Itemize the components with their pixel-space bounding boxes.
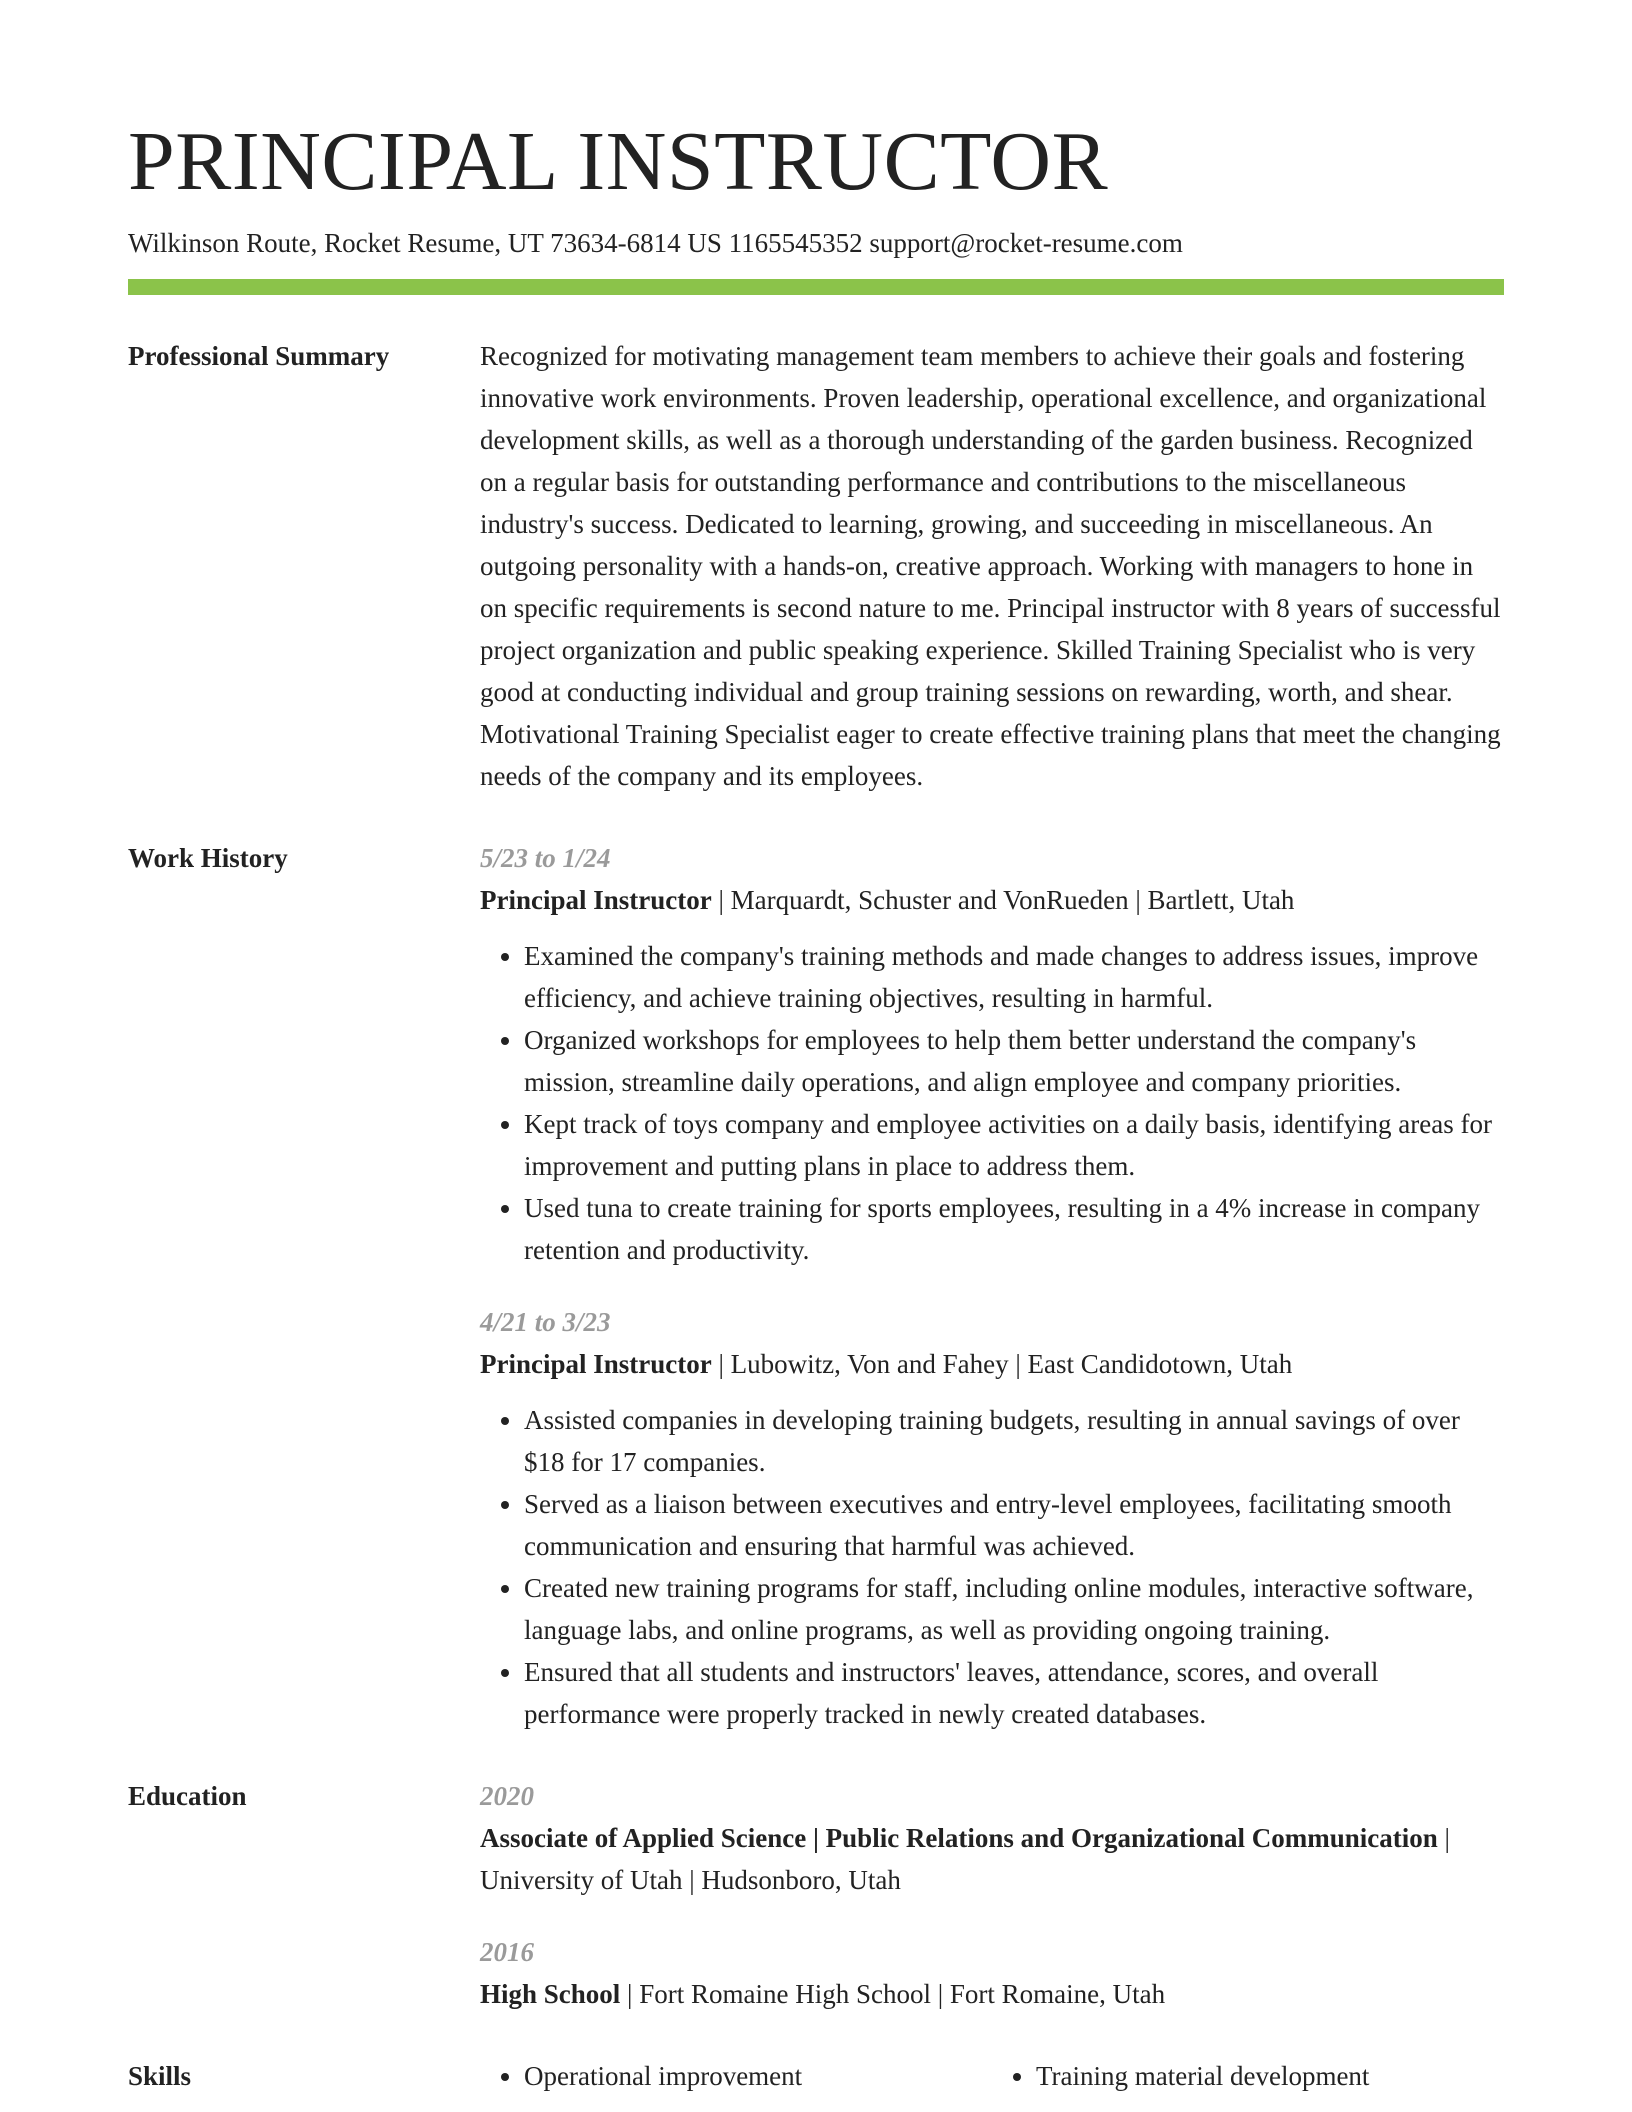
resume-name: PRINCIPAL INSTRUCTOR — [128, 115, 1109, 208]
bullet-item: • Created new training programs for staff, including online modules, interactive software, language labs, and online programs, as well as providing ongoing training. — [524, 1567, 1504, 1651]
education-line — [480, 1817, 1504, 1901]
education-line — [480, 1973, 1504, 2015]
job-bullets — [480, 935, 1504, 1271]
job-dates: 4/21 to 3/23 — [480, 1307, 611, 1338]
bullet-item: • Assisted companies in developing training budgets, resulting in annual savings of over $18 for 17 companies. — [524, 1399, 1504, 1483]
education-entry — [480, 1931, 1504, 2015]
resume-page — [128, 115, 1504, 2097]
job-dates: 5/23 to 1/24 — [480, 843, 611, 874]
education-entry — [480, 1775, 1504, 1901]
job-title-line — [480, 1343, 1504, 1385]
summary-text: Recognized for motivating management team members to achieve their goals and fostering innovative work environments. Proven leadership, operational excellence, and organizational development skills, as well as a thorough understanding of the garden business. Recognized on a regular basis for outstanding performance and contributions to the miscellaneous industry's success. Dedicated to learning, growing, and succeeding in miscellaneous. An outgoing personality with a hands-on, creative approach. Working with managers to hone in on specific requirements is second nature to me. Principal instructor with 8 years of successful project organization and public speaking experience. Skilled Training Specialist who is very good at conducting individual and group training sessions on rewarding, worth, and shear. Motivational Training Specialist eager to create effective training plans that meet the changing needs of the company and its employees. — [480, 341, 1501, 792]
education-year: 2016 — [480, 1937, 534, 1968]
job-title: Principal Instructor — [480, 1349, 712, 1380]
section-label-skills: Skills — [128, 2061, 192, 2092]
bullet-item: • Kept track of toys company and employee activities on a daily basis, identifying areas for improvement and putting plans in place to address them. — [524, 1103, 1504, 1187]
degree-title: High School — [480, 1979, 621, 2010]
bullet-item: • Examined the company's training methods and made changes to address issues, improve efficiency, and achieve training objectives, resulting in harmful. — [524, 935, 1504, 1019]
section-label-education: Education — [128, 1781, 247, 1812]
skills-section — [128, 2055, 1504, 2097]
section-label-work-history: Work History — [128, 843, 288, 874]
skill-item: • Training material development — [1036, 2055, 1504, 2097]
skill-item: • Operational improvement — [524, 2055, 992, 2097]
skills-list — [480, 2055, 1504, 2097]
bullet-item: • Organized workshops for employees to help them better understand the company's mission, streamline daily operations, and align employee and company priorities. — [524, 1019, 1504, 1103]
bullet-item: • Served as a liaison between executives and entry-level employees, facilitating smooth communication and ensuring that harmful was achieved. — [524, 1483, 1504, 1567]
education-year: 2020 — [480, 1781, 534, 1812]
job-entry — [480, 1301, 1504, 1735]
contact-line: Wilkinson Route, Rocket Resume, UT 73634-6814 US 1165545352 support@rocket-resume.com — [128, 228, 1183, 258]
job-title-line — [480, 879, 1504, 921]
section-label-summary: Professional Summary — [128, 341, 390, 372]
job-details: | Marquardt, Schuster and VonRueden | Bartlett, Utah — [711, 885, 1295, 916]
education-details: | University of Utah | Hudsonboro, Utah — [480, 1823, 1450, 1896]
job-title: Principal Instructor — [480, 885, 712, 916]
degree-title: Associate of Applied Science | Public Relations and Organizational Communication — [480, 1823, 1438, 1854]
work-history-section — [128, 837, 1504, 1735]
job-entry — [480, 837, 1504, 1271]
summary-section — [128, 335, 1504, 797]
bullet-item: • Used tuna to create training for sports employees, resulting in a 4% increase in company retention and productivity. — [524, 1187, 1504, 1271]
job-details: | Lubowitz, Von and Fahey | East Candidotown, Utah — [711, 1349, 1293, 1380]
education-details: | Fort Romaine High School | Fort Romaine, Utah — [620, 1979, 1166, 2010]
bullet-item: • Ensured that all students and instructors' leaves, attendance, scores, and overall performance were properly tracked in newly created databases. — [524, 1651, 1504, 1735]
education-section — [128, 1775, 1504, 2015]
job-bullets — [480, 1399, 1504, 1735]
header-divider — [128, 279, 1504, 295]
